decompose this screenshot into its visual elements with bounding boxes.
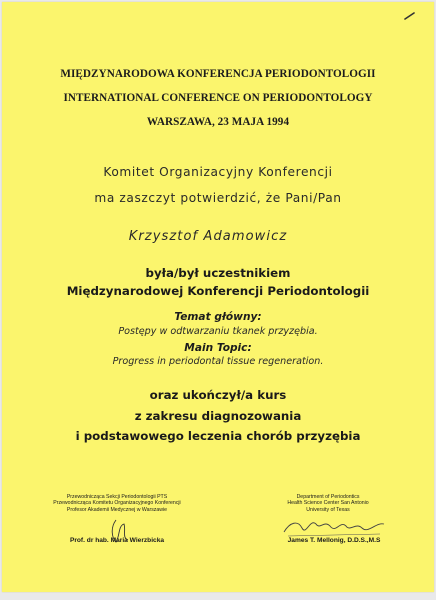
signatory-right-title-line: Department of Periodontics [296,494,360,500]
course-line1: oraz ukończył/a kurs [149,388,287,402]
signatory-left-title-line: Przewodnicząca Sekcji Periodontologii PTS [66,494,168,500]
signatory-left-title [24,494,210,513]
signatory-right-title-line: Health Science Center San Antonio [287,500,369,507]
header-date: WARSZAWA, 23 MAJA 1994 [146,116,290,128]
signatory-right-title-line: University of Texas [306,506,350,513]
committee-line: Komitet Organizacyjny Konferencji [103,165,333,179]
signatory-left-title-line: Przewodnicząca Komitetu Organizacyjnego Konferencji [53,500,181,507]
topic-heading-pl: Temat główny: [174,311,262,323]
topic-text-en: Progress in periodontal tissue regeneration. [112,356,324,367]
certificate-sheet [2,2,434,592]
participation-line2: Międzynarodowej Konferencji Periodontologii [66,284,370,298]
header-title-pl: MIĘDZYNARODOWA KONFERENCJA PERIODONTOLOGII [60,68,376,80]
topic-text-pl: Postępy w odtwarzaniu tkanek przyzębia. [118,326,318,337]
pen-mark-icon [404,12,416,20]
signatory-right-title [248,494,408,513]
signatory-left-name: Prof. dr hab. Maria Wierzbicka [69,537,165,544]
recipient-name: Krzysztof Adamowicz [128,229,288,244]
signatory-left-title-line: Profesor Akademii Medycznej w Warszawie [66,506,168,513]
participation-line1: była/był uczestnikiem [145,266,291,280]
course-line2: z zakresu diagnozowania [134,409,302,423]
header-title-en: INTERNATIONAL CONFERENCE ON PERIODONTOLOGY [63,92,373,104]
course-line3: i podstawowego leczenia chorób przyzębia [75,429,361,443]
topic-heading-en: Main Topic: [184,342,252,354]
signatory-right-name: James T. Mellonig, D.D.S.,M.S [287,537,381,544]
confirmation-line: ma zaszczyt potwierdzić, że Pani/Pan [94,191,342,205]
